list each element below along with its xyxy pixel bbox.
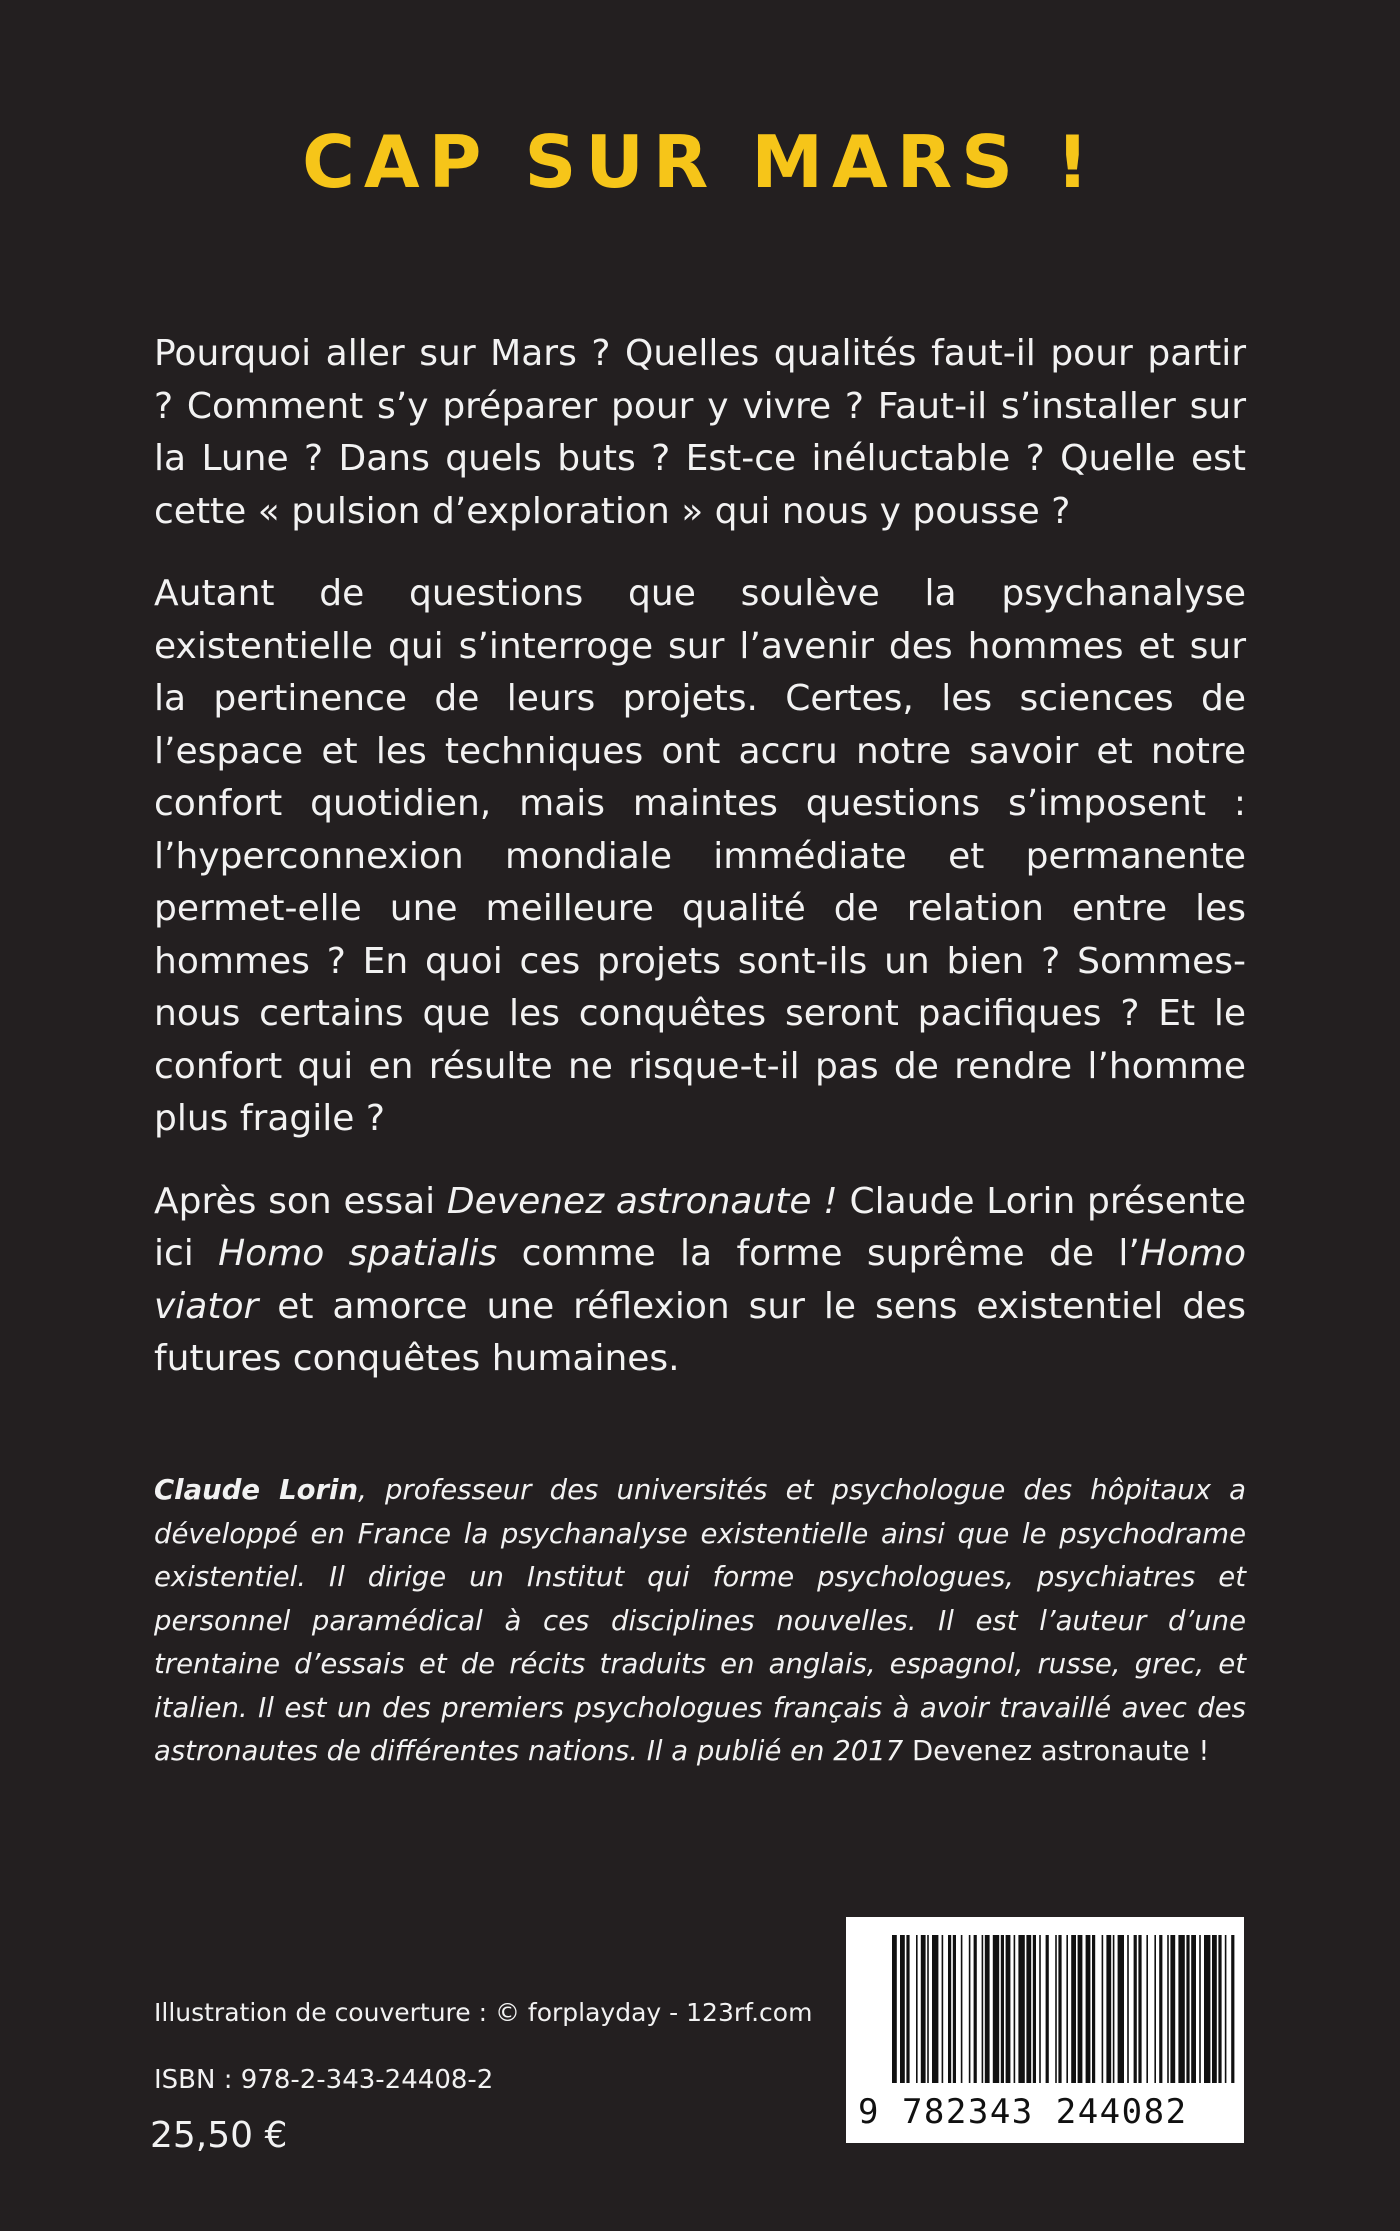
p3-text-4: et amorce une réflexion sur le sens existentiel des futures conquêtes humaines.: [154, 1285, 1246, 1379]
barcode-digits: 9 782343 244082: [858, 2092, 1188, 2132]
p3-homo-spatialis: Homo spatialis: [218, 1233, 498, 1274]
barcode: [846, 1917, 1244, 2143]
blurb-paragraph-2: Autant de questions que soulève la psychanalyse existentielle qui s’interroge sur l’avenir des hommes et sur la pertinence de leurs projets. Certes, les sciences de l’espace et les techniques ont accru notre savoir et notre confort quotidien, mais maintes questions s’imposent : l’hyperconnexion mondiale immédiate et permanente permet-elle une meilleure qualité de relation entre les hommes ? En quoi ces projets sont-ils un bien ? Sommes-nous certains que les conquêtes seront pacifiques ? Et le confort qui en résulte ne risque-t-il pas de rendre l’homme plus fragile ?: [154, 573, 1246, 1139]
p3-text-3: comme la forme suprême de l’: [497, 1233, 1140, 1274]
p3-text-2: Claude Lorin présente ici: [154, 1180, 1246, 1274]
author-bio-text: , professeur des universités et psychologue des hôpitaux a développé en France la psychanalyse existentielle ainsi que le psychodrame existentiel. Il dirige un Institut qui forme psychologues, psychiatres et personnel paramédical à ces disciplines nouvelles. Il est l’auteur d’une trentaine d’essais et de récits traduits en anglais, espagnol, russe, grec, et italien. Il est un des premiers psychologues français à avoir travaillé avec des astronautes de différentes nations. Il a publié en 2017: [154, 1474, 1246, 1767]
author-bio: [154, 1469, 1246, 1774]
p3-book-title: Devenez astronaute !: [446, 1180, 838, 1222]
author-name: Claude Lorin: [154, 1474, 359, 1506]
isbn: ISBN : 978-2-343-24408-2: [154, 2065, 494, 2095]
blurb-paragraph-3: [154, 1176, 1246, 1386]
price: 25,50 €: [150, 2115, 288, 2156]
book-title: CAP SUR MARS !: [302, 120, 1098, 204]
p3-homo-viator: Homo viator: [154, 1233, 1246, 1327]
author-bio-book: Devenez astronaute !: [911, 1735, 1210, 1767]
p3-text-1: Après son essai: [154, 1180, 447, 1222]
blurb-paragraph-1: Pourquoi aller sur Mars ? Quelles qualités faut-il pour partir ? Comment s’y préparer pour y vivre ? Faut-il s’installer sur la Lune ? Dans quels buts ? Est-ce inéluctable ? Quelle est cette « pulsion d’exploration » qui nous y pousse ?: [154, 333, 1246, 532]
cover-illustration-credit: Illustration de couverture : © forplayday - 123rf.com: [154, 1998, 813, 2027]
back-cover-blurb: [154, 328, 1246, 1416]
